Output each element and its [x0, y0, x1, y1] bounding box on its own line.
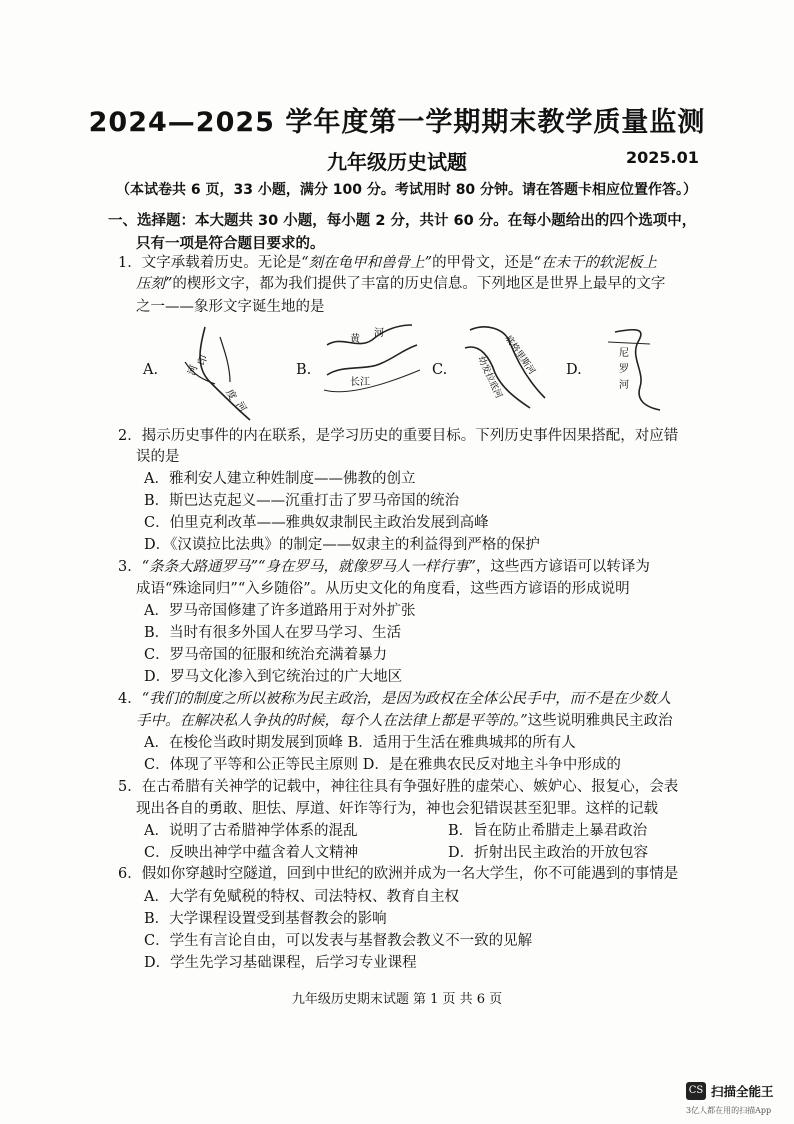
- scanner-watermark: [686, 1082, 774, 1100]
- q4-line-1: 4．“我们的制度之所以被称为民主政治，是因为政权在全体公民手中，而不是在少数人: [118, 691, 672, 707]
- q2-option-d: D．《汉谟拉比法典》的制定——奴隶主的利益得到严格的保护: [144, 537, 540, 553]
- map-b-label-2: 河: [374, 328, 384, 339]
- india-river-map: [180, 322, 270, 422]
- q6-option-d: D．学生先学习基础课程，后学习专业课程: [144, 955, 417, 971]
- q2-line-1: 2．揭示历史事件的内在联系，是学习历史的重要目标。下列历史事件因果搭配，对应错: [118, 428, 679, 444]
- q1-option-a-label: A.: [143, 362, 159, 378]
- scanner-name: 扫描全能王: [711, 1084, 774, 1099]
- mesopotamia-rivers-map: [460, 318, 555, 413]
- q1-line-2: 压刻”的楔形文字，都为我们提供了丰富的历史信息。下列地区是世界上最早的文字: [136, 276, 666, 292]
- exam-notice: （本试卷共 6 页，33 小题，满分 100 分。考试用时 80 分钟。请在答题卡相应位置作答。）: [116, 182, 698, 198]
- q2-line-2: 误的是: [136, 449, 180, 465]
- q3-option-c: C．罗马帝国的征服和统治充满着暴力: [144, 647, 388, 663]
- map-d-label-3: 河: [619, 380, 629, 391]
- nile-river-map: [600, 322, 680, 412]
- map-a-label-2: 印: [196, 353, 211, 368]
- section-instruction-1: 一、选择题：本大题共 30 小题，每小题 2 分，共计 60 分。在每小题给出的四个选项中，: [108, 213, 697, 229]
- map-a-label-4: 河: [233, 400, 248, 415]
- q3-option-a: A．罗马帝国修建了许多道路用于对外扩张: [144, 603, 416, 619]
- q3-option-d: D．罗马文化渗入到它统治过的广大地区: [144, 669, 403, 685]
- q5-line-1: 5．在古希腊有关神学的记载中，神往往具有争强好胜的虚荣心、嫉妒心、报复心，会表: [118, 779, 679, 795]
- q4-options-ab: A．在梭伦当政时期发展到顶峰 B．适用于生活在雅典城邦的所有人: [144, 735, 576, 751]
- q5-option-d: D．折射出民主政治的开放包容: [448, 845, 649, 861]
- q5-option-b: B．旨在防止希腊走上暴君政治: [448, 823, 648, 839]
- q1-option-d-label: D.: [566, 362, 582, 378]
- q1-option-b-label: B.: [296, 362, 312, 378]
- exam-subtitle: 九年级历史试题: [327, 150, 467, 174]
- q5-line-2: 现出各自的勇敢、胆怯、厚道、奸诈等行为，神也会犯错误甚至犯罪。这样的记载: [136, 801, 658, 817]
- q2-option-c: C．伯里克利改革——雅典奴隶制民主政治发展到高峰: [144, 515, 489, 531]
- q6-option-c: C．学生有言论自由，可以发表与基督教会教义不一致的见解: [144, 933, 533, 949]
- map-b-label-1: 黄: [350, 334, 360, 345]
- map-d-label-1: 尼: [619, 348, 629, 359]
- map-d-label-2: 罗: [619, 364, 629, 375]
- exam-title: 2024—2025 学年度第一学期期末教学质量监测: [88, 107, 706, 138]
- q5-option-c: C．反映出神学中蕴含着人文精神: [144, 845, 359, 861]
- map-a-label-1: 河: [186, 363, 201, 378]
- q3-line-1: 3．“条条大路通罗马”“身在罗马，就像罗马人一样行事”，这些西方谚语可以转译为: [118, 559, 650, 575]
- map-a-label-3: 度: [223, 388, 238, 403]
- q3-option-b: B．当时有很多外国人在罗马学习、生活: [144, 625, 402, 641]
- q5-option-a: A．说明了古希腊神学体系的混乱: [144, 823, 358, 839]
- q3-line-2: 成语“殊途同归”“入乡随俗”。从历史文化的角度看，这些西方谚语的形成说明: [136, 581, 630, 597]
- map-c-label-2: 底格里斯河: [502, 333, 537, 377]
- map-c-label-1: 幼发拉底河: [475, 355, 504, 401]
- q1-option-c-label: C.: [432, 362, 448, 378]
- scanner-tagline: 3亿人都在用的扫描App: [686, 1106, 772, 1115]
- china-rivers-map: [322, 320, 422, 400]
- exam-date: 2025.01: [626, 148, 699, 167]
- q4-line-2: 手中。在解决私人争执的时候，每个人在法律上都是平等的。”这些说明雅典民主政治: [136, 713, 673, 729]
- q2-option-a: A．雅利安人建立种姓制度——佛教的创立: [144, 471, 416, 487]
- q6-option-b: B．大学课程设置受到基督教会的影响: [144, 911, 387, 927]
- section-instruction-2: 只有一项是符合题目要求的。: [136, 236, 325, 252]
- q6-line-1: 6．假如你穿越时空隧道，回到中世纪的欧洲并成为一名大学生，你不可能遇到的事情是: [118, 866, 679, 882]
- page-footer: 九年级历史期末试题 第 1 页 共 6 页: [291, 992, 503, 1007]
- q1-line-3: 之一——象形文字诞生地的是: [136, 299, 325, 315]
- q1-line-1: 1．文字承载着历史。无论是“刻在龟甲和兽骨上”的甲骨文，还是“在未干的软泥板上: [118, 255, 657, 271]
- q4-options-cd: C．体现了平等和公正等民主原则 D．是在雅典农民反对地主斗争中形成的: [144, 757, 621, 773]
- scanner-logo-icon: CS: [686, 1082, 706, 1100]
- q2-option-b: B．斯巴达克起义——沉重打击了罗马帝国的统治: [144, 493, 460, 509]
- q6-option-a: A．大学有免赋税的特权、司法特权、教育自主权: [144, 889, 459, 905]
- map-b-label-3: 长江: [350, 377, 370, 388]
